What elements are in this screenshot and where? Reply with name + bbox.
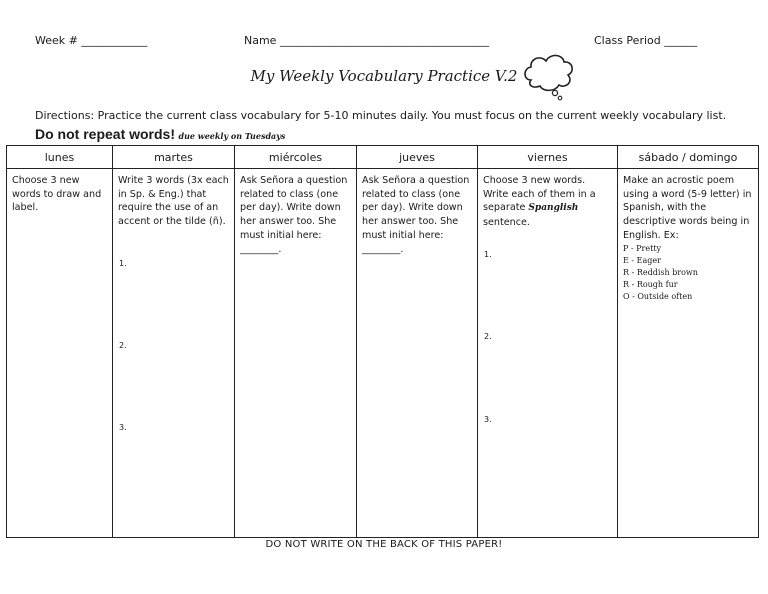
class-period-label: Class Period ______ <box>594 34 698 47</box>
col-header-miercoles: miércoles <box>235 146 357 169</box>
name-label: Name ______________________________________ <box>244 34 489 47</box>
thought-cloud-icon <box>521 50 576 102</box>
viernes-item-3: 3. <box>484 415 492 424</box>
martes-item-3: 3. <box>119 423 127 432</box>
acrostic-line: R - Rough fur <box>623 279 678 289</box>
acrostic-line: O - Outside often <box>623 291 693 301</box>
martes-instructions: Write 3 words (3x each in Sp. & Eng.) that require the use of an accent or the tilde (ñ). <box>118 175 229 228</box>
viernes-item-1: 1. <box>484 250 492 259</box>
acrostic-line: P - Pretty <box>623 243 662 253</box>
col-header-sabado-domingo: sábado / domingo <box>618 146 759 169</box>
martes-item-2: 2. <box>119 341 127 350</box>
sabado-instructions: Make an acrostic poem using a word (5-9 letter) in Spanish, with the descriptive words being in English. Ex: <box>623 175 752 241</box>
no-repeat-note: Do not repeat words! <box>35 126 176 142</box>
cell-viernes[interactable] <box>478 169 618 538</box>
footer-warning: DO NOT WRITE ON THE BACK OF THIS PAPER! <box>265 539 503 550</box>
jueves-instructions: Ask Señora a question related to class (one per day). Write down her answer too. She must initial here: <box>362 175 470 241</box>
cell-lunes[interactable] <box>7 169 113 538</box>
lunes-instructions: Choose 3 new words to draw and label. <box>12 175 102 214</box>
cell-sabado-domingo[interactable] <box>618 169 759 538</box>
week-label: Week # ____________ <box>35 34 148 47</box>
col-header-viernes: viernes <box>478 146 618 169</box>
page-title: My Weekly Vocabulary Practice V.2 <box>250 67 518 85</box>
col-header-martes: martes <box>113 146 235 169</box>
jueves-initial-blank: ________. <box>362 243 404 255</box>
martes-item-1: 1. <box>119 259 127 268</box>
due-note: due weekly on Tuesdays <box>178 131 286 141</box>
miercoles-instructions: Ask Señora a question related to class (one per day). Write down her answer too. She must initial here: <box>240 175 348 241</box>
viernes-instructions-end: sentence. <box>483 217 530 229</box>
miercoles-initial-blank: ________. <box>240 243 282 255</box>
viernes-instructions: Choose 3 new words. Write each of them in a separate <box>483 175 596 214</box>
cell-martes[interactable] <box>113 169 235 538</box>
directions-text: Directions: Practice the current class vocabulary for 5-10 minutes daily. You must focus on the current weekly vocabulary list. <box>35 109 727 122</box>
acrostic-line: R - Reddish brown <box>623 267 698 277</box>
vocab-table <box>6 145 759 538</box>
cell-jueves[interactable] <box>357 169 478 538</box>
directions <box>35 106 740 146</box>
acrostic-example <box>623 243 753 303</box>
col-header-lunes: lunes <box>7 146 113 169</box>
col-header-jueves: jueves <box>357 146 478 169</box>
acrostic-line: E - Eager <box>623 255 661 265</box>
viernes-item-2: 2. <box>484 332 492 341</box>
spanglish-word: Spanglish <box>528 203 579 214</box>
cell-miercoles[interactable] <box>235 169 357 538</box>
